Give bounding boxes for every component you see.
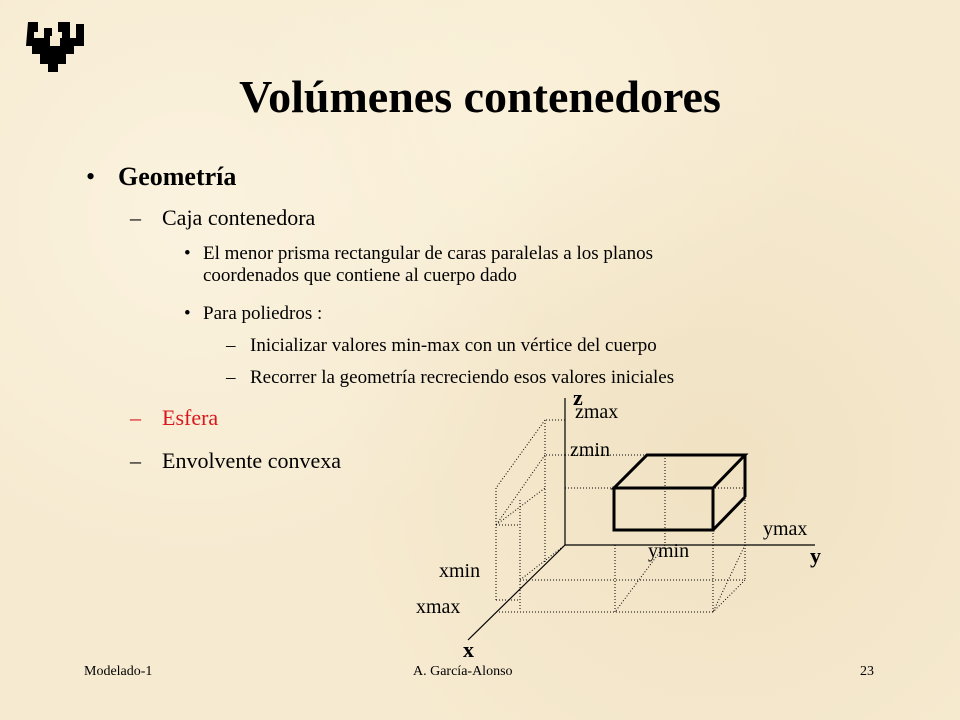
x-axis-label: x xyxy=(463,637,474,662)
ymin-label: ymin xyxy=(648,540,690,562)
xmin-label: xmin xyxy=(439,560,481,582)
sub-bullet-marker: • xyxy=(184,303,191,324)
step-recorrer: Recorrer la geometría recreciendo esos valores iniciales xyxy=(250,367,675,388)
bullet-marker: • xyxy=(86,162,96,191)
dash-marker: – xyxy=(130,448,141,473)
ymax-label: ymax xyxy=(763,518,808,540)
dash-marker: – xyxy=(130,205,141,230)
sub-item-poliedros: Para poliedros : xyxy=(203,303,323,324)
dash-marker: – xyxy=(130,405,141,430)
bounding-box xyxy=(614,455,745,530)
dash-marker: – xyxy=(226,335,236,356)
projection-grid xyxy=(496,420,745,612)
y-axis-label: y xyxy=(810,543,821,568)
zmax-label: zmax xyxy=(575,401,619,423)
footer-course: Modelado-1 xyxy=(84,664,153,679)
step-inicializar: Inicializar valores min-max con un vértice del cuerpo xyxy=(250,335,657,356)
bullet-geometria: Geometría xyxy=(118,162,237,191)
dash-marker: – xyxy=(226,367,236,388)
item-envolvente-convexa: Envolvente convexa xyxy=(162,448,341,473)
item-caja-contenedora: Caja contenedora xyxy=(162,205,316,230)
item-esfera: Esfera xyxy=(162,405,219,430)
zmin-label: zmin xyxy=(570,439,610,461)
xmax-label: xmax xyxy=(416,596,461,618)
z-axis-label: z xyxy=(573,385,583,410)
slide-title: Volúmenes contenedores xyxy=(239,71,721,122)
footer-author: A. García-Alonso xyxy=(413,664,513,679)
page-number: 23 xyxy=(860,664,874,679)
sub-item-definition: El menor prisma rectangular de caras paralelas a los planos coordenados que contiene al cuerpo dado xyxy=(203,243,654,286)
sub-bullet-marker: • xyxy=(184,243,191,264)
x-axis xyxy=(468,545,565,640)
